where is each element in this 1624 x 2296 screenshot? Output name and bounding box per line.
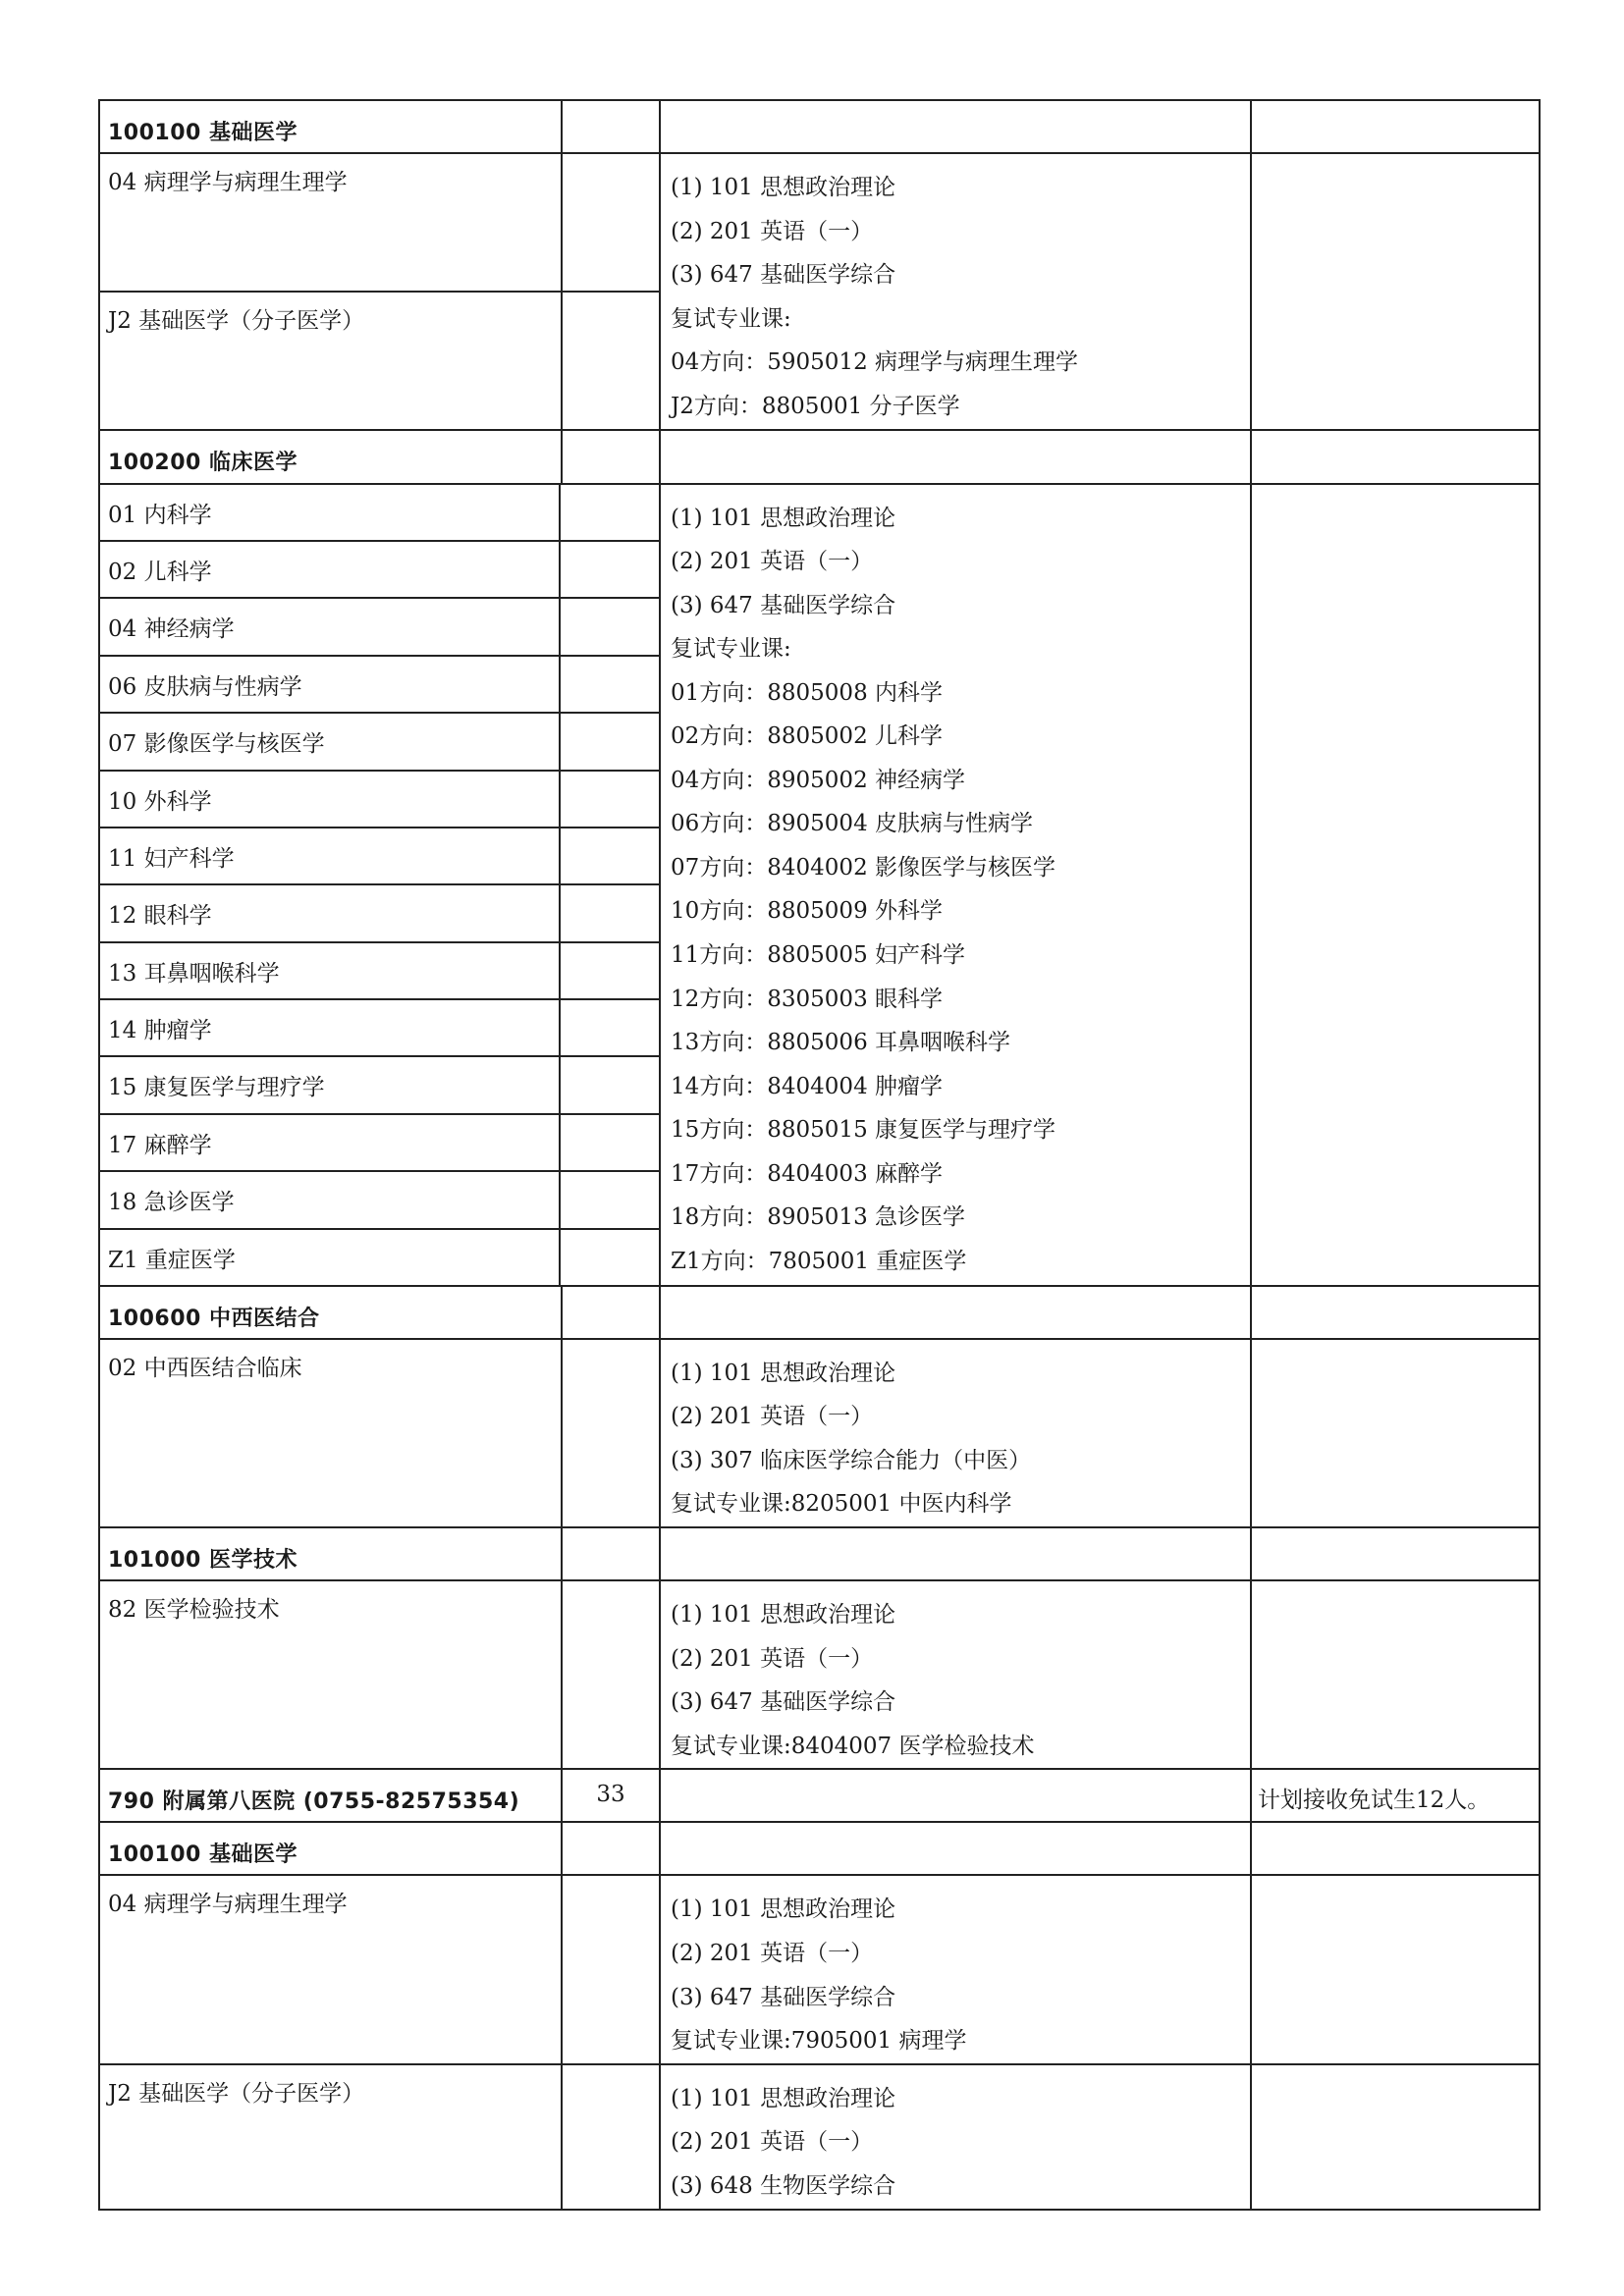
exam-courses xyxy=(661,1340,1250,1526)
count-cell xyxy=(561,485,659,540)
direction-label: 18 急诊医学 xyxy=(100,1172,561,1227)
discipline-row xyxy=(99,430,1540,484)
course-line: (3) 647 基础医学综合 xyxy=(671,1689,896,1716)
course-line: Z1方向：7805001 重症医学 xyxy=(671,1248,967,1274)
course-line: 15方向：8805015 康复医学与理疗学 xyxy=(671,1117,1056,1144)
course-line: 07方向：8404002 影像医学与核医学 xyxy=(671,854,1056,881)
course-line: (1) 101 思想政治理论 xyxy=(671,2085,896,2111)
direction-label: 02 儿科学 xyxy=(100,542,561,597)
count-cell xyxy=(561,1230,659,1285)
count-cell xyxy=(561,1057,659,1112)
discipline-title: 100100 基础医学 xyxy=(108,121,298,145)
count-cell xyxy=(561,772,659,827)
direction-row xyxy=(100,599,659,656)
direction-row xyxy=(100,772,659,828)
discipline-row xyxy=(99,1527,1540,1580)
count-cell xyxy=(561,1115,659,1170)
count-cell xyxy=(561,1000,659,1055)
enrollment-table xyxy=(98,99,1541,2211)
institution-title: 790 附属第八医院 (0755-82575354) xyxy=(108,1789,520,1815)
direction-row xyxy=(100,657,659,714)
course-line: 18方向：8905013 急诊医学 xyxy=(671,1204,966,1231)
course-line: (3) 647 基础医学综合 xyxy=(671,262,896,289)
discipline-title: 101000 医学技术 xyxy=(108,1548,298,1574)
direction-row xyxy=(100,1172,659,1229)
course-line: 04方向：8905002 神经病学 xyxy=(671,767,966,793)
direction-label: 13 耳鼻咽喉科学 xyxy=(100,943,561,998)
discipline-row xyxy=(99,100,1540,153)
course-line: (2) 201 英语（一） xyxy=(671,1940,874,1966)
course-line: (2) 201 英语（一） xyxy=(671,2129,874,2156)
direction-label: 01 内科学 xyxy=(100,485,561,540)
count-cell xyxy=(561,714,659,769)
direction-label: 12 眼科学 xyxy=(100,885,561,940)
exam-courses xyxy=(661,1581,1250,1768)
discipline-title: 100100 基础医学 xyxy=(108,1842,298,1868)
course-line: (2) 201 英语（一） xyxy=(671,1404,874,1430)
direction-label: J2 基础医学（分子医学） xyxy=(108,2080,365,2107)
discipline-title: 100600 中西医结合 xyxy=(108,1306,320,1331)
course-line: 14方向：8404004 肿瘤学 xyxy=(671,1073,944,1099)
course-line: (1) 101 思想政治理论 xyxy=(671,1602,896,1629)
course-line: 复试专业课:8205001 中医内科学 xyxy=(671,1491,1012,1518)
direction-label: 04 神经病学 xyxy=(100,599,561,654)
exam-courses xyxy=(661,2065,1250,2209)
direction-label: 17 麻醉学 xyxy=(100,1115,561,1170)
course-line: (3) 648 生物医学综合 xyxy=(671,2172,896,2199)
discipline-row xyxy=(99,1822,1540,1875)
count-cell xyxy=(561,943,659,998)
direction-label: 02 中西医结合临床 xyxy=(108,1355,302,1381)
direction-label: 15 康复医学与理疗学 xyxy=(100,1057,561,1112)
discipline-title: 100200 临床医学 xyxy=(108,450,298,475)
course-line: 04方向：5905012 病理学与病理生理学 xyxy=(671,349,1079,376)
course-line: (3) 647 基础医学综合 xyxy=(671,592,896,618)
direction-label: 11 妇产科学 xyxy=(100,828,561,883)
course-line: (1) 101 思想政治理论 xyxy=(671,505,896,531)
enrollment-count: 33 xyxy=(596,1782,625,1808)
course-line: 13方向：8805006 耳鼻咽喉科学 xyxy=(671,1030,1011,1056)
course-line: (1) 101 思想政治理论 xyxy=(671,175,896,200)
direction-label: J2 基础医学（分子医学） xyxy=(108,307,365,334)
course-line: (2) 201 英语（一） xyxy=(671,218,874,244)
count-cell xyxy=(561,1172,659,1227)
direction-label: 07 影像医学与核医学 xyxy=(100,714,561,769)
course-line: (2) 201 英语（一） xyxy=(671,549,874,575)
count-cell xyxy=(561,885,659,940)
clinical-direction-list xyxy=(100,485,659,1285)
direction-row xyxy=(100,1230,659,1285)
course-line: (1) 101 思想政治理论 xyxy=(671,1360,896,1386)
course-line: (1) 101 思想政治理论 xyxy=(671,1896,896,1923)
direction-row xyxy=(100,714,659,771)
course-line: 02方向：8805002 儿科学 xyxy=(671,723,944,750)
direction-label: Z1 重症医学 xyxy=(100,1230,561,1285)
course-line: 12方向：8305003 眼科学 xyxy=(671,986,944,1012)
course-line: 01方向：8805008 内科学 xyxy=(671,679,944,706)
course-line: 17方向：8404003 麻醉学 xyxy=(671,1160,944,1187)
remark-note: 计划接收免试生12人。 xyxy=(1258,1788,1490,1814)
discipline-row xyxy=(99,1286,1540,1339)
exam-courses xyxy=(661,485,1250,1284)
course-line: (3) 307 临床医学综合能力（中医） xyxy=(671,1447,1032,1473)
direction-label: 06 皮肤病与性病学 xyxy=(100,657,561,712)
direction-row xyxy=(100,943,659,1000)
direction-row xyxy=(100,885,659,942)
exam-courses xyxy=(661,1876,1250,2062)
direction-label: 04 病理学与病理生理学 xyxy=(108,170,348,195)
direction-row xyxy=(100,1057,659,1114)
exam-courses xyxy=(661,154,1250,429)
enrollment-table-page xyxy=(98,99,1537,2211)
count-cell xyxy=(561,599,659,654)
direction-row xyxy=(100,1000,659,1057)
institution-row xyxy=(99,1769,1540,1822)
direction-row xyxy=(100,485,659,542)
direction-row xyxy=(100,828,659,885)
count-cell xyxy=(561,542,659,597)
direction-label: 14 肿瘤学 xyxy=(100,1000,561,1055)
direction-label: 10 外科学 xyxy=(100,772,561,827)
course-line: 复试专业课: xyxy=(671,636,791,663)
count-cell xyxy=(561,657,659,712)
course-line: J2方向：8805001 分子医学 xyxy=(671,393,960,419)
count-cell xyxy=(561,828,659,883)
course-line: 10方向：8805009 外科学 xyxy=(671,898,944,925)
direction-label: 04 病理学与病理生理学 xyxy=(108,1892,348,1918)
direction-row xyxy=(100,1115,659,1172)
direction-row xyxy=(100,542,659,599)
course-line: 复试专业课:7905001 病理学 xyxy=(671,2028,967,2055)
direction-label: 82 医学检验技术 xyxy=(108,1597,280,1624)
course-line: 复试专业课:8404007 医学检验技术 xyxy=(671,1733,1035,1759)
course-line: 11方向：8805005 妇产科学 xyxy=(671,942,966,969)
course-line: 复试专业课: xyxy=(671,305,791,332)
course-line: (2) 201 英语（一） xyxy=(671,1645,874,1672)
course-line: (3) 647 基础医学综合 xyxy=(671,1984,896,2010)
course-line: 06方向：8905004 皮肤病与性病学 xyxy=(671,811,1034,837)
